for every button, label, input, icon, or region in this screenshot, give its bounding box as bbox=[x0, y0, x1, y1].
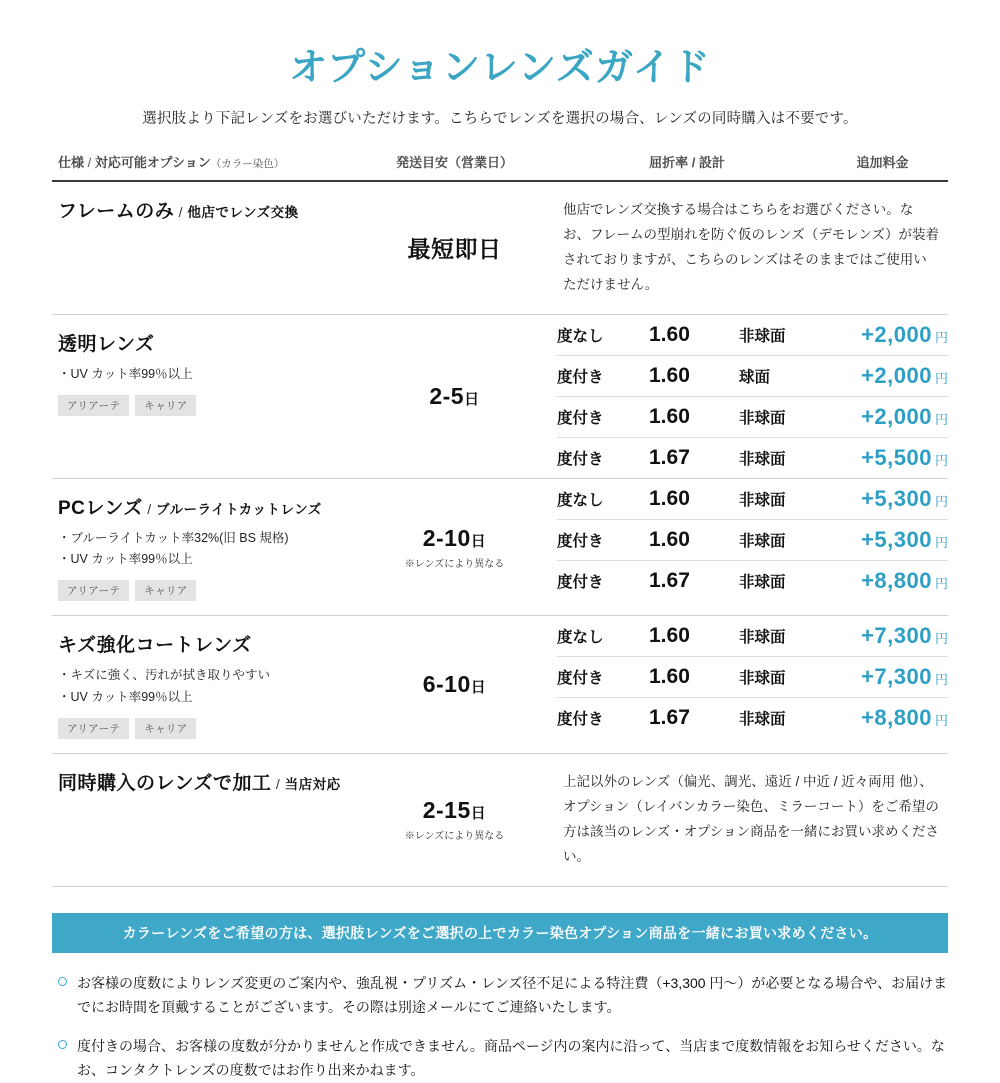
spec-price: +8,800 円 bbox=[849, 560, 948, 601]
lens-row bbox=[52, 616, 948, 753]
table-row bbox=[557, 657, 948, 698]
spec-design: 非球面 bbox=[739, 657, 849, 698]
feature-line: ・キズに強く、汚れが拭き取りやすい bbox=[58, 668, 271, 683]
lens-specs bbox=[557, 315, 948, 478]
bullet-circle-icon bbox=[58, 1040, 67, 1049]
shipping-note: ※レンズにより異なる bbox=[404, 558, 505, 570]
option-tag: キャリア bbox=[135, 580, 196, 601]
page-title: オプションレンズガイド bbox=[289, 47, 711, 89]
spec-design: 非球面 bbox=[739, 327, 786, 345]
spec-index: 1.67 bbox=[649, 560, 739, 601]
footnote-item: 度付きの場合、お客様の度数が分かりませんと作成できません。商品ページ内の案内に沿って、当店まで度数情報をお知らせください。なお、コンタクトレンズの度数ではお作り出来かねます。 bbox=[52, 1034, 948, 1083]
spec-degree: 度付き bbox=[557, 396, 649, 437]
table-row bbox=[557, 437, 948, 478]
feature-line: ・ブルーライトカット率32%(旧 BS 規格) bbox=[58, 530, 289, 545]
lens-name: フレームのみ / 他店でレンズ交換 bbox=[58, 201, 299, 222]
shipping-days: 2-15日 bbox=[422, 797, 487, 824]
shipping-estimate bbox=[352, 315, 557, 478]
spec-degree: 度付き bbox=[557, 560, 649, 601]
lens-row bbox=[52, 182, 948, 314]
shipping-note: ※レンズにより異なる bbox=[404, 831, 505, 843]
feature-line: ・UV カット率99％以上 bbox=[58, 366, 193, 381]
lens-features bbox=[58, 665, 346, 708]
feature-line: ・UV カット率99％以上 bbox=[58, 689, 193, 704]
column-header-shipping: 発送目安（営業日） bbox=[395, 155, 513, 170]
lens-name: 透明レンズ bbox=[58, 333, 155, 355]
table-row bbox=[557, 560, 948, 601]
lens-description bbox=[52, 754, 352, 886]
spec-price: +7,300 円 bbox=[849, 657, 948, 698]
spec-degree: 度なし bbox=[557, 327, 604, 345]
spec-design: 非球面 bbox=[739, 698, 849, 739]
footnotes bbox=[52, 971, 948, 1083]
spec-index: 1.67 bbox=[649, 437, 739, 478]
spec-design: 非球面 bbox=[739, 560, 849, 601]
spec-table bbox=[557, 315, 948, 478]
shipping-days: 2-5日 bbox=[429, 382, 480, 409]
lens-specs bbox=[557, 754, 948, 886]
spec-design: 球面 bbox=[739, 355, 849, 396]
table-row bbox=[557, 616, 948, 657]
option-tags bbox=[58, 718, 346, 739]
spec-price: +2,000 円 bbox=[849, 396, 948, 437]
spec-design: 非球面 bbox=[739, 629, 786, 647]
lens-specs bbox=[557, 182, 948, 314]
table-row bbox=[557, 519, 948, 560]
lens-rows bbox=[52, 182, 948, 887]
option-tags bbox=[58, 395, 346, 416]
lens-name: PCレンズ / ブルーライトカットレンズ bbox=[58, 497, 322, 519]
page-subtitle: 選択肢より下記レンズをお選びいただけます。こちらでレンズを選択の場合、レンズの同時購入は不要です。 bbox=[142, 111, 858, 127]
lens-note: 上記以外のレンズ（偏光、調光、遠近 / 中近 / 近々両用 他）、オプション（レイバンカラー染色、ミラーコート）をご希望の方は該当のレンズ・オプション商品を一緒にお買い求めください。 bbox=[563, 773, 940, 864]
lens-features bbox=[58, 364, 346, 385]
spec-index: 1.67 bbox=[649, 698, 739, 739]
option-tag: キャリア bbox=[135, 718, 196, 739]
spec-price: +5,300 円 bbox=[861, 485, 948, 511]
spec-degree: 度付き bbox=[557, 355, 649, 396]
option-tag: アリアーテ bbox=[58, 580, 129, 601]
spec-degree: 度付き bbox=[557, 437, 649, 478]
column-header-spec: 仕様 / 対応可能オプション（カラー染色） bbox=[58, 155, 285, 170]
lens-description bbox=[52, 315, 352, 478]
spec-degree: 度なし bbox=[557, 629, 604, 647]
spec-degree: 度付き bbox=[557, 519, 649, 560]
table-column-headers bbox=[52, 152, 948, 180]
shipping-estimate bbox=[352, 754, 557, 886]
shipping-days: 2-10日 bbox=[422, 524, 487, 551]
shipping-days: 最短即日 bbox=[407, 236, 502, 263]
lens-row bbox=[52, 315, 948, 478]
spec-index: 1.60 bbox=[649, 519, 739, 560]
bullet-circle-icon bbox=[58, 977, 67, 986]
spec-price: +7,300 円 bbox=[861, 623, 948, 649]
spec-design: 非球面 bbox=[739, 396, 849, 437]
spec-index: 1.60 bbox=[649, 657, 739, 698]
spec-price: +5,300 円 bbox=[849, 519, 948, 560]
column-header-price: 追加料金 bbox=[856, 155, 909, 170]
lens-row bbox=[52, 754, 948, 886]
spec-index: 1.60 bbox=[649, 355, 739, 396]
spec-index: 1.60 bbox=[649, 624, 690, 648]
shipping-days: 6-10日 bbox=[422, 671, 487, 698]
lens-row bbox=[52, 479, 948, 616]
table-row bbox=[557, 396, 948, 437]
table-row bbox=[557, 479, 948, 520]
option-tags bbox=[58, 580, 346, 601]
option-tag: アリアーテ bbox=[58, 395, 129, 416]
spec-design: 非球面 bbox=[739, 491, 786, 509]
spec-design: 非球面 bbox=[739, 437, 849, 478]
option-tag: アリアーテ bbox=[58, 718, 129, 739]
spec-design: 非球面 bbox=[739, 519, 849, 560]
lens-features bbox=[58, 528, 346, 571]
lens-note: 他店でレンズ交換する場合はこちらをお選びください。なお、フレームの型崩れを防ぐ仮のレンズ（デモレンズ）が装着されておりますが、こちらのレンズはそのままではご使用いただけません。 bbox=[563, 202, 939, 292]
shipping-estimate bbox=[352, 182, 557, 314]
lens-description bbox=[52, 616, 352, 753]
spec-index: 1.60 bbox=[649, 486, 690, 510]
feature-line: ・UV カット率99％以上 bbox=[58, 552, 193, 567]
lens-specs bbox=[557, 479, 948, 616]
spec-index: 1.60 bbox=[649, 396, 739, 437]
spec-index: 1.60 bbox=[649, 322, 690, 346]
spec-table bbox=[557, 616, 948, 738]
spec-price: +5,500 円 bbox=[849, 437, 948, 478]
row-divider bbox=[52, 886, 948, 887]
table-row bbox=[557, 315, 948, 356]
table-row bbox=[557, 355, 948, 396]
spec-table bbox=[557, 479, 948, 601]
option-tag: キャリア bbox=[135, 395, 196, 416]
spec-degree: 度付き bbox=[557, 698, 649, 739]
shipping-estimate bbox=[352, 616, 557, 753]
spec-degree: 度なし bbox=[557, 491, 604, 509]
spec-price: +2,000 円 bbox=[861, 321, 948, 347]
lens-specs bbox=[557, 616, 948, 753]
color-lens-banner: カラーレンズをご希望の方は、選択肢レンズをご選択の上でカラー染色オプション商品を一緒にお買い求めください。 bbox=[52, 913, 948, 953]
table-row bbox=[557, 698, 948, 739]
lens-name: キズ強化コートレンズ bbox=[58, 635, 252, 657]
spec-degree: 度付き bbox=[557, 657, 649, 698]
column-header-index: 屈折率 / 設計 bbox=[649, 155, 725, 170]
footnote-item: お客様の度数によりレンズ変更のご案内や、強乱視・プリズム・レンズ径不足による特注費（+3,300 円～）が必要となる場合や、お届けまでにお時間を頂戴することがございます。その際は別途メールにてご連絡いたします。 bbox=[52, 971, 948, 1020]
lens-name: 同時購入のレンズで加工 / 当店対応 bbox=[58, 772, 341, 794]
spec-price: +2,000 円 bbox=[849, 355, 948, 396]
lens-description bbox=[52, 182, 352, 314]
lens-description bbox=[52, 479, 352, 616]
shipping-estimate bbox=[352, 479, 557, 616]
spec-price: +8,800 円 bbox=[849, 698, 948, 739]
